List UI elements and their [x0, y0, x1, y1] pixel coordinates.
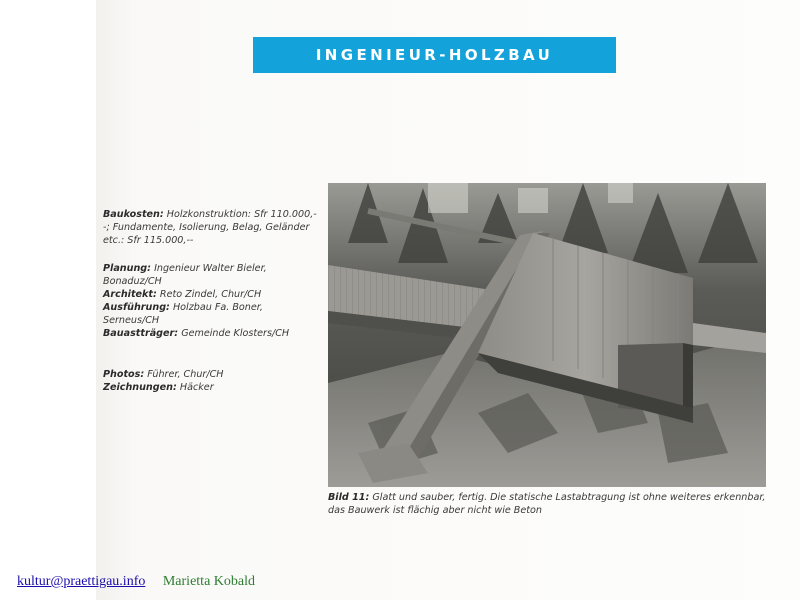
- caption-label: Bild 11:: [328, 492, 370, 503]
- ausfuehrung-value: Holzbau Fa. Boner, Serneus/CH: [103, 302, 263, 326]
- photo-credits-block: [103, 368, 318, 394]
- architekt-value: Reto Zindel, Chur/CH: [159, 289, 262, 300]
- section-banner: [253, 37, 616, 73]
- timber-bridge-photo: [328, 183, 766, 487]
- planung-value: Ingenieur Walter Bieler, Bonaduz/CH: [103, 263, 267, 287]
- zeichnungen-value: Häcker: [179, 382, 214, 393]
- baukosten-label: Baukosten:: [103, 209, 164, 220]
- credits-block: [103, 262, 318, 340]
- bautraeger-label: Bauastträger:: [103, 328, 179, 339]
- baukosten-value: Holzkonstruktion: Sfr 110.000,--; Fundamente, Isolierung, Belag, Geländer etc.: Sfr 115.000,--: [103, 209, 317, 246]
- caption-text: Glatt und sauber, fertig. Die statische Lastabtragung ist ohne weiteres erkennbar, das Bauwerk ist flächig aber nicht wie Beton: [328, 492, 766, 516]
- zeichnungen-label: Zeichnungen:: [103, 382, 177, 393]
- bautraeger-value: Gemeinde Klosters/CH: [181, 328, 290, 339]
- cost-block: [103, 208, 318, 247]
- author-name: Marietta Kobald: [162, 574, 255, 589]
- bridge-illustration: [328, 183, 766, 487]
- ausfuehrung-label: Ausführung:: [103, 302, 170, 313]
- footer: [17, 574, 255, 590]
- email-link[interactable]: kultur@praettigau.info: [17, 574, 146, 589]
- section-title: INGENIEUR-HOLZBAU: [315, 46, 554, 64]
- photos-value: Führer, Chur/CH: [147, 369, 224, 380]
- page-margin: [0, 0, 96, 600]
- photos-label: Photos:: [103, 369, 145, 380]
- architekt-label: Architekt:: [103, 289, 157, 300]
- planung-label: Planung:: [103, 263, 151, 274]
- photo-caption: [328, 491, 768, 517]
